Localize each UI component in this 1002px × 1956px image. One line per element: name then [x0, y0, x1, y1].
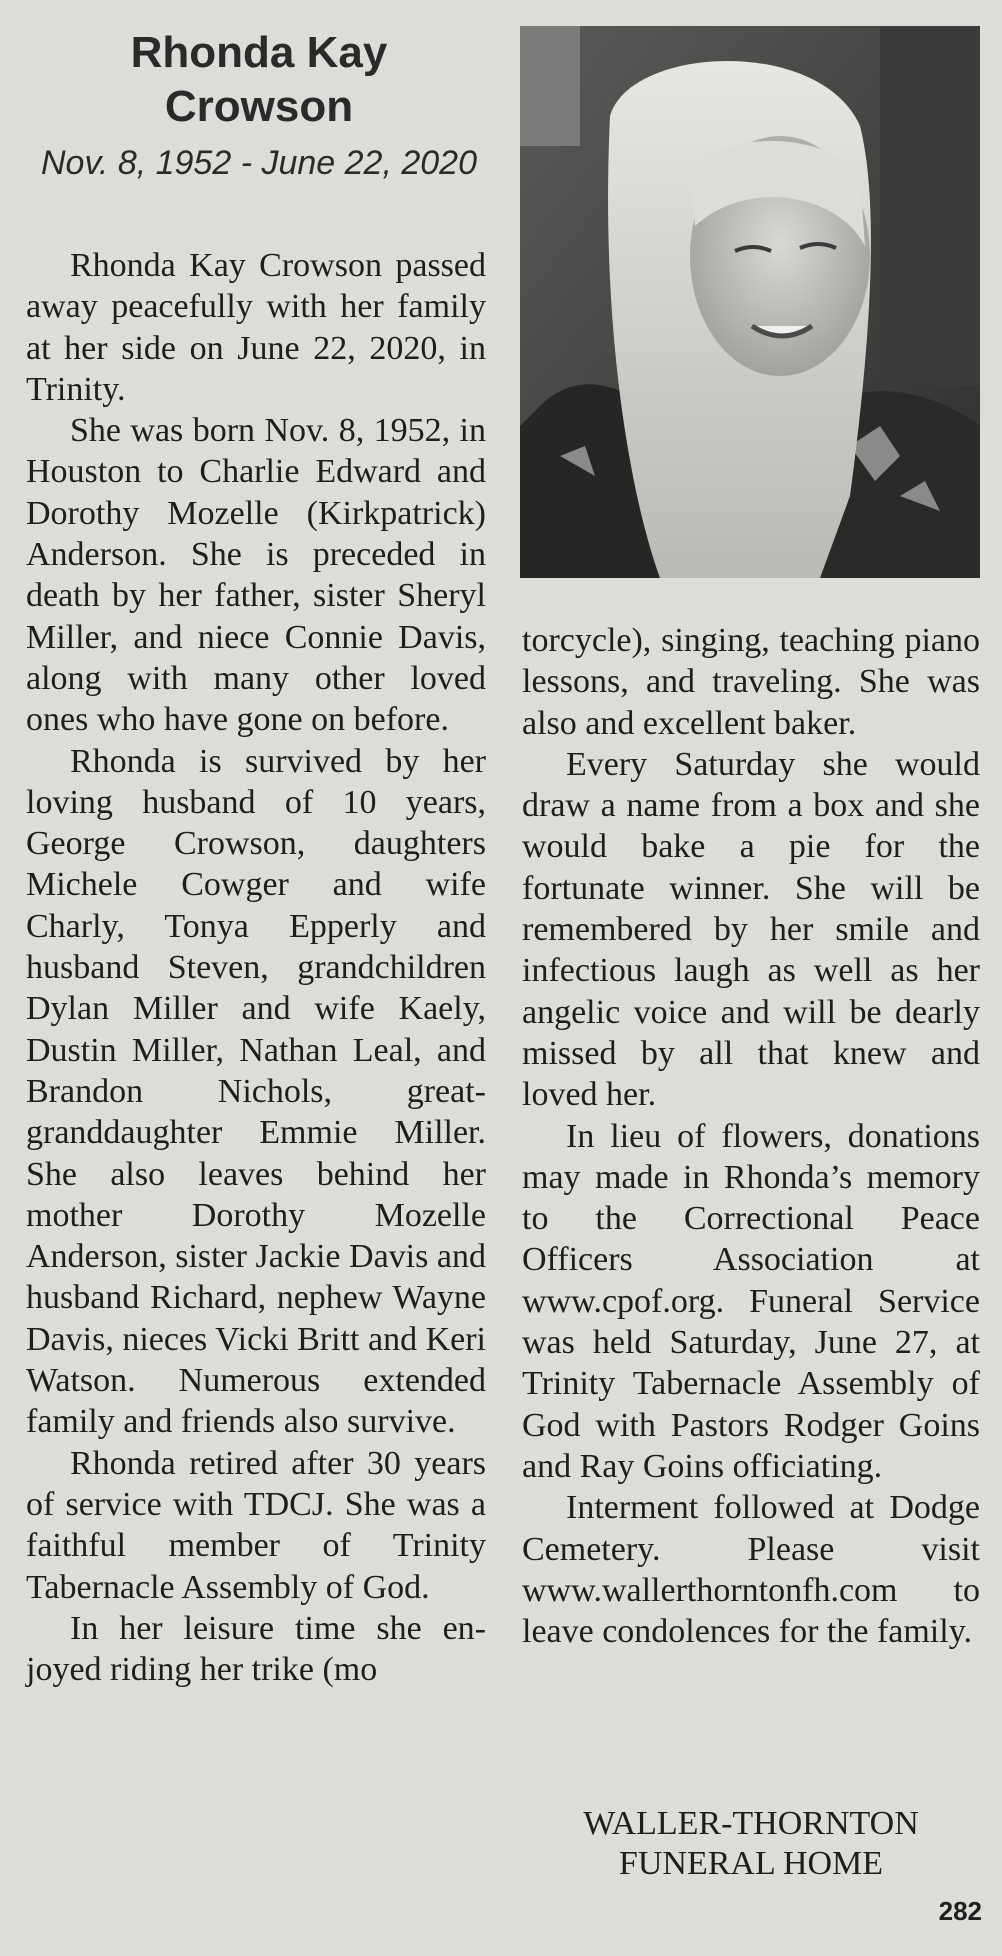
paragraph-5: In her leisure time she enjoyed riding her trike (mo: [26, 1609, 486, 1689]
paragraph-3: Rhonda is survived by her loving husband of 10 years, George Crowson, daughters Michele Cowger and wife Charly, Tonya Epperly and husband Steven, grandchildren Dylan Miller and wife Kaely, Dustin Miller, Nathan Leal, and Brandon Nichols, great-granddaughter Emmie Miller. She also leaves behind her mother Dorothy Mozelle Anderson, sister Jackie Davis and husband Richard, nephew Wayne Davis, nieces Vicki Britt and Keri Watson. Numerous extended family and friends also survive.: [26, 742, 486, 1441]
paragraph-7: In lieu of flowers, donations may made in Rhonda’s memory to the Correctional Peace Officers Association at www.cpof.org. Funeral Service was held Saturday, June 27, at Trinity Tabernacle Assembly of God with Pastors Rodger Goins and Ray Goins officiating.: [522, 1117, 980, 1485]
paragraph-2: She was born Nov. 8, 1952, in Houston to Charlie Edward and Dorothy Mozelle (Kirkpatrick) Anderson. She is preceded in death by her father, sister Sheryl Miller, and niece Connie Davis, along with many other loved ones who have gone on before.: [26, 412, 486, 739]
paragraph-4: Rhonda retired after 30 years of service with TDCJ. She was a faithful member of Trinity Tabernacle Assembly of God.: [26, 1444, 486, 1606]
funeral-home-credit: [522, 1804, 980, 1884]
right-column: [522, 620, 980, 1652]
funeral-home-line-1: WALLER-THORNTON: [583, 1805, 919, 1842]
paragraph-6: Every Saturday she would draw a name from a box and she would bake a pie for the fortunate winner. She will be remembered by her smile and infectious laugh as well as her angelic voice and will be dearly missed by all that knew and loved her.: [522, 745, 980, 1114]
life-dates: Nov. 8, 1952 - June 22, 2020: [40, 144, 477, 182]
obituary-header: [22, 26, 496, 184]
name-line-1: Rhonda Kay: [130, 28, 388, 77]
paragraph-8: Interment followed at Dodge Cemetery. Please visit www.wallerthorntonfh.com to leave condolences for the family.: [522, 1489, 980, 1651]
portrait-photo: [520, 26, 980, 578]
left-column: [26, 245, 486, 1690]
name-line-2: Crowson: [164, 82, 354, 131]
paragraph-1: Rhonda Kay Crowson passed away peacefully with her family at her side on June 22, 2020, in Trinity.: [26, 247, 486, 408]
funeral-home-line-2: FUNERAL HOME: [618, 1845, 884, 1882]
deceased-name: [22, 26, 496, 134]
page-number: 282: [938, 1896, 982, 1926]
paragraph-5-continued: torcycle), singing, teaching piano lessons, and traveling. She was also and excellent baker.: [522, 622, 980, 742]
portrait-image: [520, 26, 980, 578]
